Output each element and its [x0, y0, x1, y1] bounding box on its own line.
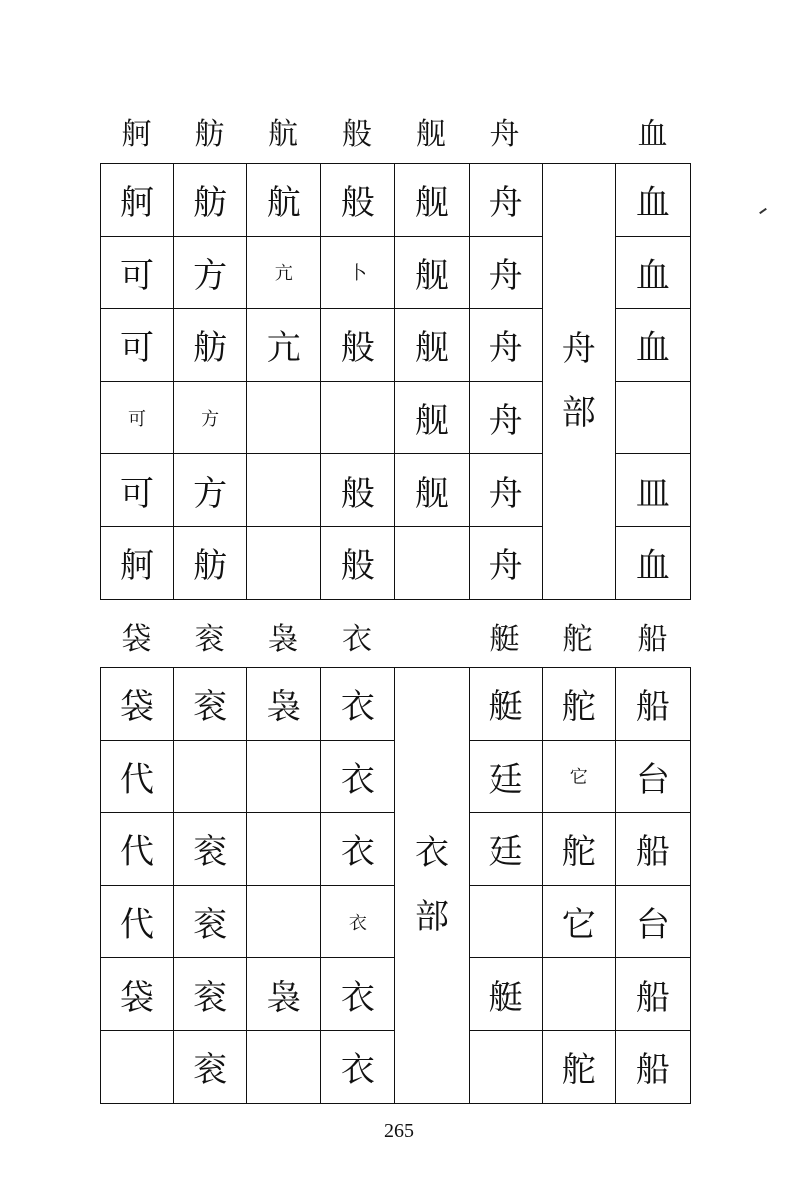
top-glyph-cell: 可 [101, 381, 174, 454]
top-header-4: 舰 [416, 117, 446, 152]
bottom-glyph-cell [542, 958, 615, 1031]
top-glyph-cell: 般 [321, 164, 395, 237]
bottom-glyph-cell [101, 1030, 174, 1103]
top-glyph-cell [321, 381, 395, 454]
bottom-header-7: 船 [637, 622, 668, 657]
bottom-header-1: 衮 [194, 622, 225, 657]
bottom-glyph-cell: 代 [101, 740, 174, 813]
bottom-glyph-cell: 艇 [469, 668, 542, 741]
top-glyph-cell: 血 [615, 309, 690, 382]
top-glyph-cell: 舰 [395, 381, 469, 454]
bottom-glyph-cell: 衮 [174, 668, 247, 741]
top-glyph-cell: 舟 [469, 526, 542, 599]
bottom-glyph-cell: 袅 [247, 958, 321, 1031]
top-glyph-cell: 舸 [101, 526, 174, 599]
top-header-1: 舫 [194, 117, 225, 152]
top-glyph-cell: 卜 [321, 236, 395, 309]
top-glyph-cell: 可 [101, 236, 174, 309]
top-glyph-cell: 舫 [174, 309, 247, 382]
bottom-header-0: 袋 [121, 622, 152, 657]
bottom-glyph-cell [247, 1030, 321, 1103]
bottom-glyph-cell: 舵 [542, 1030, 615, 1103]
top-glyph-cell: 血 [615, 526, 690, 599]
top-glyph-cell [395, 526, 469, 599]
section-char: 部 [561, 393, 596, 434]
bottom-glyph-cell [469, 885, 542, 958]
top-glyph-cell: 舫 [174, 526, 247, 599]
bottom-glyph-cell: 廷 [469, 740, 542, 813]
bottom-glyph-cell [469, 1030, 542, 1103]
bottom-glyph-cell: 船 [615, 1030, 690, 1103]
top-glyph-cell [247, 381, 321, 454]
bottom-glyph-cell [247, 813, 321, 886]
top-glyph-cell [247, 526, 321, 599]
top-glyph-cell: 皿 [615, 454, 690, 527]
top-grid-row [101, 164, 691, 237]
bottom-glyph-cell: 衮 [174, 885, 247, 958]
top-glyph-cell: 方 [174, 236, 247, 309]
bottom-glyph-cell: 衣 [321, 668, 395, 741]
bottom-glyph-cell: 它 [542, 885, 615, 958]
bottom-glyph-cell: 衮 [174, 958, 247, 1031]
top-glyph-cell [615, 381, 690, 454]
bottom-glyph-cell: 衣 [321, 885, 395, 958]
top-glyph-cell: 般 [321, 454, 395, 527]
top-glyph-cell: 血 [615, 236, 690, 309]
bottom-header-5: 艇 [489, 622, 520, 657]
bottom-header-2: 袅 [268, 622, 298, 657]
bottom-header-3: 衣 [342, 622, 372, 657]
top-glyph-cell: 舰 [395, 164, 469, 237]
top-glyph-cell: 舫 [174, 164, 247, 237]
top-glyph-cell: 航 [247, 164, 321, 237]
bottom-glyph-cell: 代 [101, 885, 174, 958]
bottom-glyph-cell: 艇 [469, 958, 542, 1031]
top-glyph-cell: 方 [174, 381, 247, 454]
bottom-glyph-cell: 船 [615, 668, 690, 741]
top-glyph-cell: 舸 [101, 164, 174, 237]
bottom-glyph-cell: 舵 [542, 813, 615, 886]
bottom-glyph-cell: 衣 [321, 740, 395, 813]
top-glyph-cell: 舟 [469, 381, 542, 454]
page-number: 265 [384, 1120, 414, 1142]
top-header-5: 舟 [489, 117, 520, 152]
bottom-glyph-cell: 代 [101, 813, 174, 886]
bottom-glyph-cell: 台 [615, 885, 690, 958]
top-glyph-cell: 舟 [469, 236, 542, 309]
top-header-7: 血 [637, 117, 668, 152]
top-glyph-cell: 舰 [395, 454, 469, 527]
bottom-glyph-cell: 衮 [174, 813, 247, 886]
top-glyph-cell: 舟 [469, 309, 542, 382]
bottom-glyph-cell: 船 [615, 813, 690, 886]
bottom-glyph-cell: 衣 [321, 813, 395, 886]
top-glyph-cell: 可 [101, 309, 174, 382]
top-glyph-cell: 舟 [469, 454, 542, 527]
bottom-glyph-cell: 袋 [101, 668, 174, 741]
top-header-0: 舸 [121, 117, 152, 152]
bottom-character-grid [100, 667, 691, 1104]
section-char: 部 [415, 897, 450, 938]
bottom-section-label [395, 668, 469, 1104]
top-glyph-cell: 般 [321, 309, 395, 382]
top-glyph-cell: 舰 [395, 309, 469, 382]
bottom-glyph-cell: 袅 [247, 668, 321, 741]
bottom-glyph-cell: 衮 [174, 1030, 247, 1103]
bottom-glyph-cell: 衣 [321, 1030, 395, 1103]
bottom-glyph-cell [247, 885, 321, 958]
top-glyph-cell: 舟 [469, 164, 542, 237]
bottom-glyph-cell [247, 740, 321, 813]
section-char: 舟 [561, 329, 596, 370]
bottom-glyph-cell [174, 740, 247, 813]
top-character-grid [100, 163, 691, 600]
top-header-3: 般 [342, 117, 372, 152]
bottom-glyph-cell: 廷 [469, 813, 542, 886]
bottom-glyph-cell: 袋 [101, 958, 174, 1031]
section-char: 衣 [415, 833, 450, 874]
top-section-label [542, 164, 615, 600]
top-glyph-cell [247, 454, 321, 527]
bottom-glyph-cell: 船 [615, 958, 690, 1031]
bottom-grid-row [101, 668, 691, 741]
bottom-header-6: 舵 [562, 622, 593, 657]
top-glyph-cell: 血 [615, 164, 690, 237]
margin-mark [759, 208, 767, 214]
top-glyph-cell: 可 [101, 454, 174, 527]
top-glyph-cell: 舰 [395, 236, 469, 309]
top-glyph-cell: 亢 [247, 309, 321, 382]
bottom-glyph-cell: 衣 [321, 958, 395, 1031]
top-glyph-cell: 般 [321, 526, 395, 599]
top-glyph-cell: 亢 [247, 236, 321, 309]
bottom-glyph-cell: 舵 [542, 668, 615, 741]
bottom-glyph-cell: 它 [542, 740, 615, 813]
top-glyph-cell: 方 [174, 454, 247, 527]
bottom-glyph-cell: 台 [615, 740, 690, 813]
top-header-2: 航 [268, 117, 298, 152]
